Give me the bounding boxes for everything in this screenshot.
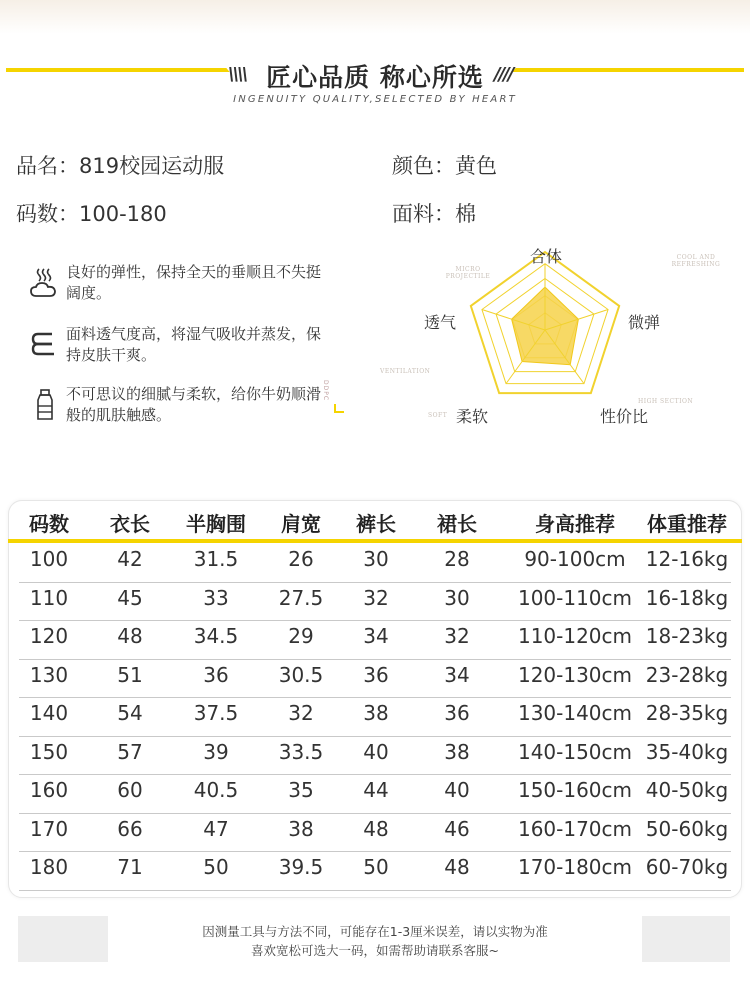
table-cell-pants-length: 34 [363,624,389,648]
table-row-divider [19,890,731,891]
footer-note-line2: 喜欢宽松可选大一码，如需帮助请联系客服~ [251,943,499,958]
table-header-size: 码数 [29,512,69,536]
header-line-right [524,68,744,72]
table-cell-weight: 28-35kg [645,701,729,725]
table-cell-weight: 12-16kg [645,547,729,571]
faint-text-soft: SOFT [428,412,448,419]
table-cell-size: 140 [29,701,69,725]
table-cell-height: 110-120cm [517,624,633,648]
radar-label-elastic: 微弹 [628,313,661,332]
table-cell-pants-length: 50 [363,855,389,879]
table-cell-half-chest: 50 [203,855,229,879]
table-cell-shoulder: 38 [288,816,314,841]
table-cell-half-chest: 39 [203,739,229,764]
table-cell-shoulder: 33.5 [278,739,324,764]
product-color: 颜色：黄色 [392,154,497,178]
table-cell-shoulder: 30.5 [278,662,324,687]
radar-label-breathable: 透气 [424,313,457,332]
table-row-divider [19,620,731,621]
radar-label-soft: 柔软 [456,407,489,426]
table-cell-height: 100-110cm [517,585,633,610]
table-header-skirt-length: 裙长 [437,512,477,536]
table-cell-pants-length: 30 [363,547,389,571]
table-cell-half-chest: 36 [203,662,229,687]
table-row-divider [19,697,731,698]
table-cell-height: 170-180cm [517,855,633,879]
table-cell-skirt-length: 38 [444,739,470,764]
faint-text-high: HIGH SECTION [638,398,694,405]
table-cell-weight: 40-50kg [645,778,729,802]
steam-cloud-icon [30,266,60,300]
radar-label-value: 性价比 [600,407,649,426]
milk-bottle-icon [30,388,60,422]
table-cell-size: 100 [29,547,69,571]
table-row-divider [19,736,731,737]
table-cell-shoulder: 26 [288,547,314,571]
ddpc-bracket [334,404,344,413]
header-line-left [6,68,218,72]
feature-breathable [30,324,330,368]
table-row-divider [19,582,731,583]
feature-softness [30,384,330,428]
table-cell-shoulder: 32 [288,701,314,725]
table-header-height: 身高推荐 [535,512,615,536]
header-slashes-right: //// [494,64,513,85]
feature-elasticity [30,262,330,306]
table-cell-size: 160 [29,778,69,802]
table-cell-size: 120 [29,624,69,648]
table-header-pants-length: 裤长 [356,512,396,536]
radar-spokes [482,264,608,384]
table-row-divider [19,659,731,660]
table-cell-height: 160-170cm [517,816,633,841]
table-cell-pants-length: 32 [363,585,389,610]
table-cell-size: 110 [29,585,69,610]
faint-text-micro: MICRO PROJECTILE [445,266,491,280]
table-cell-size: 130 [29,662,69,687]
table-header-half-chest: 半胸围 [186,512,246,536]
table-cell-length: 71 [117,855,143,879]
table-cell-length: 45 [117,585,143,610]
feature-text: 面料透气度高，将湿气吸收并蒸发，保持皮肤干爽。 [66,325,322,364]
table-cell-half-chest: 47 [203,816,229,841]
table-cell-weight: 23-28kg [645,662,729,687]
table-cell-pants-length: 38 [363,701,389,725]
table-cell-height: 90-100cm [524,547,626,571]
table-cell-weight: 18-23kg [645,624,729,648]
top-fade [0,0,750,34]
table-row-divider [19,851,731,852]
table-cell-pants-length: 36 [363,662,389,687]
footer-note-line1: 因测量工具与方法不同，可能存在1-3厘米误差，请以实物为准 [202,924,548,939]
table-cell-size: 170 [29,816,69,841]
table-cell-shoulder: 35 [288,778,314,802]
table-cell-half-chest: 40.5 [193,778,239,802]
table-row-divider [19,774,731,775]
table-cell-skirt-length: 36 [444,701,470,725]
table-header-shoulder: 肩宽 [281,512,321,536]
table-cell-height: 120-130cm [517,662,633,687]
table-cell-weight: 35-40kg [645,739,729,764]
table-cell-weight: 50-60kg [645,816,729,841]
table-cell-skirt-length: 46 [444,816,470,841]
table-cell-half-chest: 34.5 [193,624,239,648]
table-cell-length: 60 [117,778,143,802]
table-cell-height: 140-150cm [517,739,633,764]
product-size-range: 码数：100-180 [16,202,167,226]
table-header-weight: 体重推荐 [647,512,727,536]
table-cell-skirt-length: 40 [444,778,470,802]
table-cell-skirt-length: 28 [444,547,470,571]
table-cell-shoulder: 27.5 [278,585,324,610]
radar-label-fit: 合体 [530,247,563,266]
table-cell-shoulder: 39.5 [278,855,324,879]
table-cell-pants-length: 40 [363,739,389,764]
table-cell-pants-length: 48 [363,816,389,841]
table-header-length: 衣长 [110,512,150,536]
table-cell-length: 51 [117,662,143,687]
table-cell-length: 54 [117,701,143,725]
table-cell-weight: 16-18kg [645,585,729,610]
table-cell-shoulder: 29 [288,624,314,648]
table-cell-half-chest: 37.5 [193,701,239,725]
table-cell-skirt-length: 48 [444,855,470,879]
product-name: 品名：819校园运动服 [16,154,225,178]
header-slashes-left: \\\\ [228,64,247,85]
table-cell-skirt-length: 34 [444,662,470,687]
airflow-icon [30,328,60,362]
table-cell-length: 57 [117,739,143,764]
table-cell-size: 180 [29,855,69,879]
table-cell-length: 48 [117,624,143,648]
feature-text: 不可思议的细腻与柔软，给你牛奶顺滑般的肌肤触感。 [66,385,322,424]
page-title: 匠心品质 称心所选 [266,63,484,92]
faint-text-cool: COOL AND REFRESHING [671,254,721,268]
ddpc-mark: DDPC [322,380,329,402]
table-cell-half-chest: 33 [203,585,229,610]
table-cell-pants-length: 44 [363,778,389,802]
table-cell-half-chest: 31.5 [193,547,239,571]
table-cell-height: 150-160cm [517,778,633,802]
table-row-divider [19,813,731,814]
table-cell-size: 150 [29,739,69,764]
table-cell-length: 42 [117,547,143,571]
faint-text-ventilation: VENTILATION [380,368,431,375]
feature-text: 良好的弹性，保持全天的垂顺且不失挺阔度。 [66,263,322,302]
page-subtitle: INGENUITY QUALITY,SELECTED BY HEART [233,94,517,105]
product-fabric: 面料：棉 [392,202,476,226]
table-cell-length: 66 [117,816,143,841]
table-cell-skirt-length: 32 [444,624,470,648]
table-cell-height: 130-140cm [517,701,633,725]
table-cell-skirt-length: 30 [444,585,470,610]
table-cell-weight: 60-70kg [645,855,729,879]
